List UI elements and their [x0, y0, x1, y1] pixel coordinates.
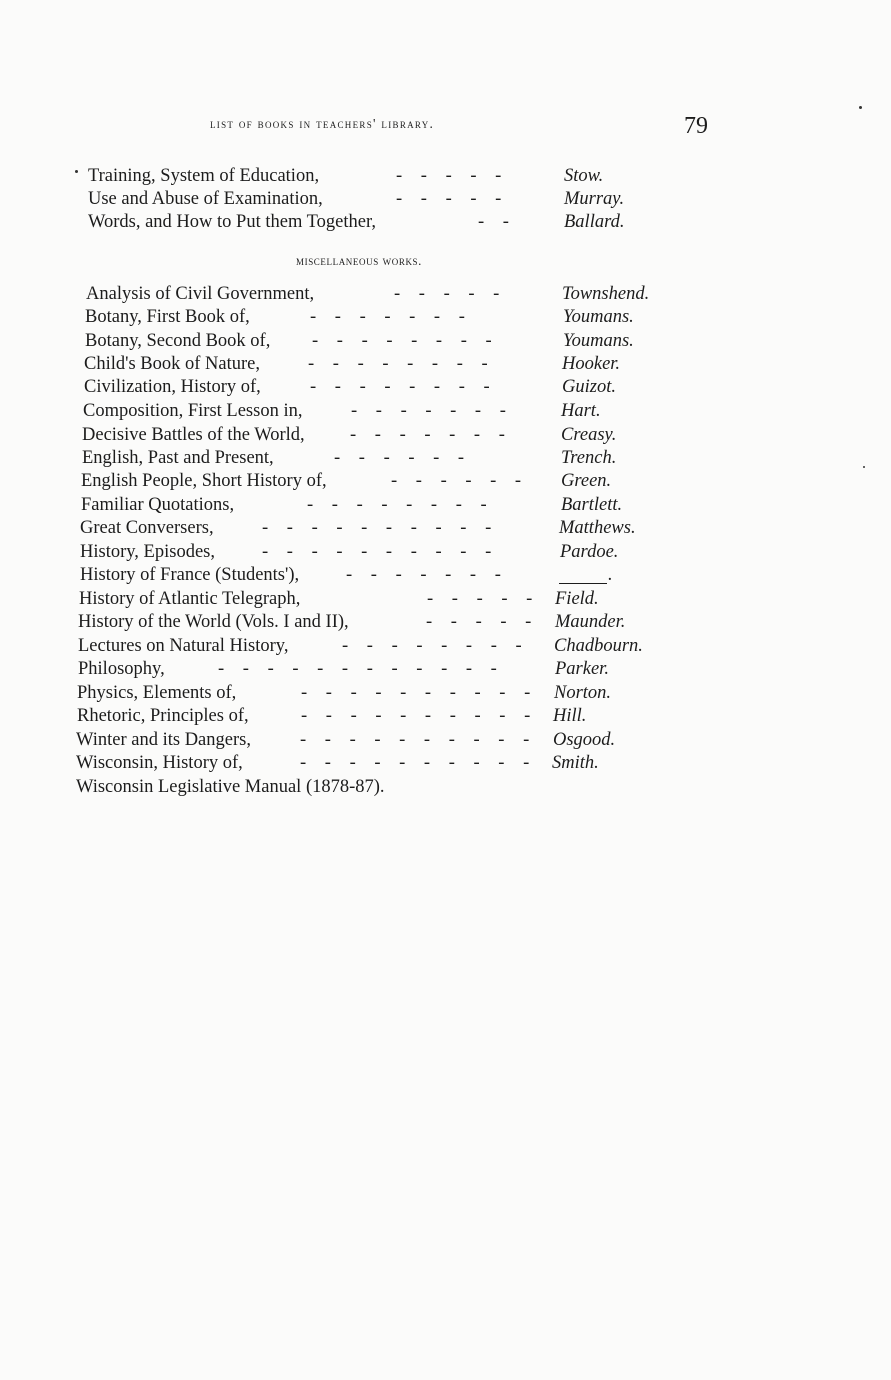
dot-leader: - - - - -	[394, 284, 500, 304]
book-author: Maunder.	[555, 612, 626, 632]
book-title: Analysis of Civil Government,	[86, 284, 315, 304]
book-title: Physics, Elements of,	[77, 683, 237, 703]
book-title: History, Episodes,	[80, 542, 215, 562]
book-author: Murray.	[564, 189, 625, 209]
book-author: Osgood.	[553, 730, 616, 750]
running-head: list of books in teachers' library.	[210, 116, 435, 131]
book-author: Bartlett.	[561, 495, 623, 515]
dot-leader: - - - - - - -	[310, 307, 465, 327]
book-title: Philosophy,	[78, 659, 165, 679]
book-title: Botany, First Book of,	[85, 307, 250, 327]
book-title: Rhetoric, Principles of,	[77, 706, 249, 726]
dot-leader: - - - - - -	[334, 448, 465, 468]
dot-leader: - - - - - - - - - -	[262, 542, 492, 562]
book-title: History of Atlantic Telegraph,	[79, 589, 301, 609]
book-title: English, Past and Present,	[82, 448, 274, 468]
book-title: Training, System of Education,	[88, 166, 320, 186]
book-author: Trench.	[561, 448, 617, 468]
book-author: Hill.	[553, 706, 587, 726]
dot-leader: - - - - -	[427, 589, 533, 609]
book-author: Youmans.	[563, 307, 634, 327]
book-author: Youmans.	[563, 331, 634, 351]
dot-leader: - - - - - - - - - -	[301, 683, 531, 703]
book-title: English People, Short History of,	[81, 471, 327, 491]
dot-leader: - - - - -	[426, 612, 532, 632]
book-title: History of the World (Vols. I and II),	[78, 612, 349, 632]
book-author: Chadbourn.	[554, 636, 643, 656]
book-author: Hart.	[561, 401, 601, 421]
book-title: Lectures on Natural History,	[78, 636, 289, 656]
book-author: Pardoe.	[560, 542, 619, 562]
book-author: Smith.	[552, 753, 599, 773]
book-author: Field.	[555, 589, 599, 609]
dot-leader: - - - - - - -	[346, 565, 501, 585]
dot-leader: - - - - - - - - - -	[301, 706, 531, 726]
book-author: Parker.	[555, 659, 609, 679]
dot-leader: - - - - - - -	[350, 425, 505, 445]
dot-leader: - - - - - - -	[351, 401, 506, 421]
dot-leader: - - - - - - - -	[307, 495, 487, 515]
book-title: Use and Abuse of Examination,	[88, 189, 323, 209]
dot-leader: - - - - - - - - - -	[300, 730, 530, 750]
book-title: Great Conversers,	[80, 518, 214, 538]
book-title: Botany, Second Book of,	[85, 331, 271, 351]
dot-leader: - - - - - - - -	[342, 636, 522, 656]
book-title: Winter and its Dangers,	[76, 730, 251, 750]
book-author: Guizot.	[562, 377, 616, 397]
dot-leader: - - - - - - - -	[308, 354, 488, 374]
page-number: 79	[684, 113, 708, 139]
book-title: Wisconsin Legislative Manual (1878-87).	[76, 777, 385, 797]
dot-leader: - - - - - - - -	[310, 377, 490, 397]
dot-leader: - - - - -	[396, 189, 502, 209]
ink-speck	[859, 106, 862, 109]
book-title: Familiar Quotations,	[81, 495, 235, 515]
book-author: .	[608, 565, 613, 585]
book-author: Green.	[561, 471, 612, 491]
book-author: Townshend.	[562, 284, 650, 304]
book-author: Matthews.	[559, 518, 636, 538]
book-author: Creasy.	[561, 425, 617, 445]
book-title: Child's Book of Nature,	[84, 354, 260, 374]
book-title: Words, and How to Put them Together,	[88, 212, 376, 232]
ink-speck	[75, 170, 78, 173]
book-author: Stow.	[564, 166, 604, 186]
dot-leader: - - - - - - - - - - - -	[218, 659, 497, 679]
dot-leader: - - - - - - - - - -	[300, 753, 530, 773]
dot-leader: - -	[478, 212, 509, 232]
book-title: Composition, First Lesson in,	[83, 401, 303, 421]
book-title: Civilization, History of,	[84, 377, 261, 397]
book-title: History of France (Students'),	[80, 565, 300, 585]
book-author: Hooker.	[562, 354, 621, 374]
dot-leader: - - - - -	[396, 166, 502, 186]
dot-leader: - - - - - -	[391, 471, 522, 491]
section-heading: miscellaneous works.	[296, 253, 423, 268]
book-author: Norton.	[554, 683, 612, 703]
dot-leader: - - - - - - - - - -	[262, 518, 492, 538]
book-title: Wisconsin, History of,	[76, 753, 243, 773]
ink-speck	[863, 466, 865, 468]
dot-leader: - - - - - - - -	[312, 331, 492, 351]
book-title: Decisive Battles of the World,	[82, 425, 305, 445]
author-blank-rule	[559, 583, 607, 584]
book-author: Ballard.	[564, 212, 625, 232]
